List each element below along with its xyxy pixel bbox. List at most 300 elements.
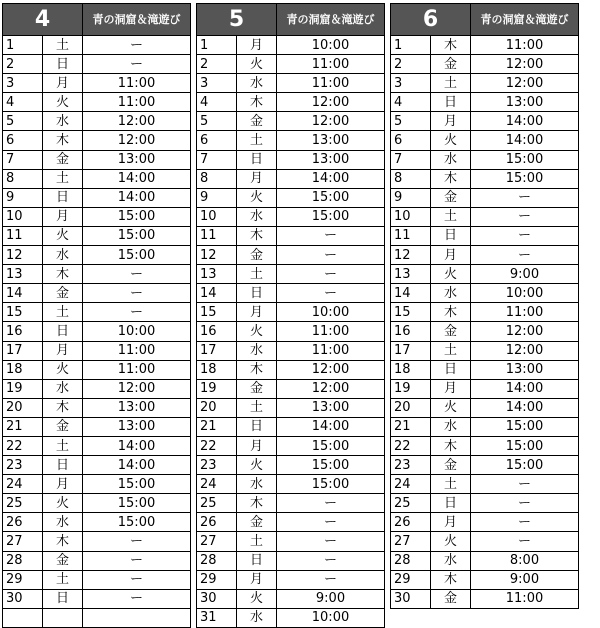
weekday-cell: 水 [237, 475, 277, 494]
weekday-cell: 水 [43, 379, 83, 398]
weekday-cell: 木 [431, 36, 471, 55]
time-cell: 11:00 [471, 36, 579, 55]
day-number-cell: 23 [391, 456, 431, 475]
time-cell: ー [83, 532, 191, 551]
day-number-cell: 17 [197, 341, 237, 360]
schedule-row [3, 207, 191, 226]
weekday-cell: 月 [43, 207, 83, 226]
day-number-cell: 16 [391, 322, 431, 341]
day-number-cell: 13 [3, 265, 43, 284]
day-number-cell: 28 [391, 551, 431, 570]
day-number-cell: 6 [391, 131, 431, 150]
schedule-row [3, 150, 191, 169]
weekday-cell: 金 [237, 379, 277, 398]
time-cell: ー [277, 513, 385, 532]
day-number-cell: 26 [391, 513, 431, 532]
time-cell: 9:00 [471, 265, 579, 284]
time-cell: ー [277, 532, 385, 551]
schedule-row [197, 55, 385, 74]
day-number-cell: 21 [391, 417, 431, 436]
schedule-row [197, 551, 385, 570]
weekday-cell: 火 [237, 589, 277, 608]
schedule-row [3, 246, 191, 265]
day-number-cell: 26 [3, 513, 43, 532]
day-number-cell: 13 [197, 265, 237, 284]
day-number-cell: 12 [197, 246, 237, 265]
day-number-cell: 7 [391, 150, 431, 169]
time-cell: 12:00 [277, 112, 385, 131]
time-cell: ー [277, 265, 385, 284]
weekday-cell: 火 [43, 226, 83, 245]
day-number-cell: 21 [197, 417, 237, 436]
weekday-cell: 火 [237, 322, 277, 341]
weekday-cell: 日 [43, 55, 83, 74]
weekday-cell: 月 [431, 513, 471, 532]
schedule-row [391, 589, 579, 608]
time-cell [83, 608, 191, 627]
day-number-cell: 17 [391, 341, 431, 360]
schedule-row [3, 265, 191, 284]
day-number-cell: 8 [391, 169, 431, 188]
weekday-cell: 金 [43, 284, 83, 303]
weekday-cell: 木 [237, 494, 277, 513]
time-cell: ー [83, 551, 191, 570]
schedule-row [197, 131, 385, 150]
schedule-row [197, 570, 385, 589]
schedule-row [3, 360, 191, 379]
time-cell: 13:00 [83, 398, 191, 417]
weekday-cell: 火 [431, 265, 471, 284]
day-number-cell: 3 [3, 74, 43, 93]
weekday-cell: 月 [43, 341, 83, 360]
day-number-cell: 22 [197, 436, 237, 455]
weekday-cell: 木 [431, 570, 471, 589]
weekday-cell: 水 [237, 341, 277, 360]
schedule-row [197, 246, 385, 265]
time-cell: ー [471, 475, 579, 494]
weekday-cell: 木 [43, 398, 83, 417]
schedule-row [197, 360, 385, 379]
time-cell: 15:00 [471, 456, 579, 475]
day-number-cell: 1 [3, 36, 43, 55]
day-number-cell: 14 [197, 284, 237, 303]
time-cell: 12:00 [471, 55, 579, 74]
schedule-row [391, 322, 579, 341]
schedule-row [3, 322, 191, 341]
weekday-cell: 月 [431, 246, 471, 265]
schedule-row [391, 188, 579, 207]
time-cell: 15:00 [277, 456, 385, 475]
schedule-row [391, 436, 579, 455]
day-number-cell: 28 [197, 551, 237, 570]
time-cell: ー [277, 226, 385, 245]
month-number: 6 [391, 4, 471, 36]
weekday-cell: 火 [43, 360, 83, 379]
weekday-cell: 日 [43, 188, 83, 207]
schedule-row [197, 608, 385, 627]
day-number-cell: 26 [197, 513, 237, 532]
schedule-row [3, 55, 191, 74]
day-number-cell: 21 [3, 417, 43, 436]
time-cell: 11:00 [471, 303, 579, 322]
weekday-cell: 木 [43, 265, 83, 284]
day-number-cell: 27 [391, 532, 431, 551]
time-cell: 13:00 [471, 93, 579, 112]
schedule-row [197, 532, 385, 551]
day-number-cell: 14 [391, 284, 431, 303]
day-number-cell: 9 [197, 188, 237, 207]
schedule-row [3, 551, 191, 570]
time-cell: 12:00 [471, 341, 579, 360]
schedule-row [391, 417, 579, 436]
time-cell: 11:00 [277, 74, 385, 93]
day-number-cell: 1 [197, 36, 237, 55]
weekday-cell: 水 [43, 246, 83, 265]
day-number-cell: 4 [3, 93, 43, 112]
time-cell: 14:00 [471, 379, 579, 398]
time-cell: 15:00 [471, 169, 579, 188]
day-number-cell: 4 [391, 93, 431, 112]
weekday-cell: 金 [431, 188, 471, 207]
time-cell: ー [83, 570, 191, 589]
weekday-cell: 火 [43, 494, 83, 513]
time-cell: 13:00 [277, 398, 385, 417]
time-cell: ー [83, 284, 191, 303]
schedule-row [197, 284, 385, 303]
time-cell: ー [471, 513, 579, 532]
weekday-cell: 金 [43, 150, 83, 169]
day-number-cell: 12 [391, 246, 431, 265]
schedule-row [197, 93, 385, 112]
weekday-cell: 火 [431, 131, 471, 150]
weekday-cell [43, 608, 83, 627]
day-number-cell: 20 [197, 398, 237, 417]
schedule-row [3, 608, 191, 627]
time-cell: 14:00 [83, 169, 191, 188]
time-cell: 12:00 [277, 360, 385, 379]
weekday-cell: 土 [237, 131, 277, 150]
time-cell: 11:00 [277, 55, 385, 74]
day-number-cell: 22 [3, 436, 43, 455]
time-cell: 12:00 [83, 131, 191, 150]
month-number: 5 [197, 4, 277, 36]
month-header-row [391, 4, 579, 36]
weekday-cell: 土 [431, 475, 471, 494]
day-number-cell: 23 [197, 456, 237, 475]
weekday-cell: 月 [43, 74, 83, 93]
weekday-cell: 日 [43, 589, 83, 608]
schedule-row [197, 150, 385, 169]
schedule-row [3, 436, 191, 455]
time-cell: 15:00 [83, 226, 191, 245]
schedule-row [3, 494, 191, 513]
day-number-cell: 18 [3, 360, 43, 379]
schedule-row [197, 436, 385, 455]
schedule-row [197, 379, 385, 398]
schedule-row [391, 131, 579, 150]
time-cell: 14:00 [83, 436, 191, 455]
schedule-row [391, 398, 579, 417]
schedule-row [197, 398, 385, 417]
day-number-cell: 8 [3, 169, 43, 188]
day-number-cell: 14 [3, 284, 43, 303]
time-cell: 12:00 [277, 93, 385, 112]
time-cell: 13:00 [277, 131, 385, 150]
weekday-cell: 木 [431, 303, 471, 322]
time-cell: ー [471, 246, 579, 265]
weekday-cell: 日 [431, 226, 471, 245]
time-cell: 15:00 [471, 417, 579, 436]
day-number-cell: 15 [3, 303, 43, 322]
time-cell: 15:00 [471, 150, 579, 169]
header-label: 青の洞窟＆滝遊び [471, 4, 579, 36]
weekday-cell: 金 [237, 112, 277, 131]
weekday-cell: 土 [237, 398, 277, 417]
day-number-cell: 8 [197, 169, 237, 188]
day-number-cell: 25 [197, 494, 237, 513]
day-number-cell: 24 [391, 475, 431, 494]
day-number-cell: 30 [3, 589, 43, 608]
time-cell: ー [277, 551, 385, 570]
schedule-row [197, 589, 385, 608]
time-cell: 14:00 [471, 131, 579, 150]
time-cell: 15:00 [83, 494, 191, 513]
time-cell: 11:00 [277, 322, 385, 341]
time-cell: 14:00 [471, 398, 579, 417]
weekday-cell: 土 [431, 341, 471, 360]
time-cell: 10:00 [277, 303, 385, 322]
time-cell: ー [83, 265, 191, 284]
time-cell: 12:00 [83, 112, 191, 131]
schedule-row [3, 513, 191, 532]
weekday-cell: 水 [237, 74, 277, 93]
weekday-cell: 火 [237, 188, 277, 207]
day-number-cell: 24 [197, 475, 237, 494]
schedule-row [197, 494, 385, 513]
weekday-cell: 金 [431, 456, 471, 475]
time-cell: ー [277, 570, 385, 589]
weekday-cell: 木 [431, 436, 471, 455]
day-number-cell: 19 [391, 379, 431, 398]
time-cell: 11:00 [277, 341, 385, 360]
time-cell: 10:00 [277, 608, 385, 627]
schedule-row [3, 112, 191, 131]
time-cell: 11:00 [83, 74, 191, 93]
weekday-cell: 月 [237, 570, 277, 589]
weekday-cell: 水 [237, 608, 277, 627]
day-number-cell: 19 [3, 379, 43, 398]
schedule-row [197, 341, 385, 360]
weekday-cell: 木 [43, 532, 83, 551]
weekday-cell: 木 [237, 93, 277, 112]
weekday-cell: 火 [431, 532, 471, 551]
day-number-cell: 19 [197, 379, 237, 398]
day-number-cell: 5 [391, 112, 431, 131]
month-table-4 [2, 3, 191, 628]
day-number-cell: 25 [391, 494, 431, 513]
weekday-cell: 金 [431, 589, 471, 608]
weekday-cell: 金 [431, 55, 471, 74]
weekday-cell: 水 [43, 513, 83, 532]
time-cell: 15:00 [277, 188, 385, 207]
day-number-cell: 3 [391, 74, 431, 93]
weekday-cell: 月 [237, 303, 277, 322]
weekday-cell: 日 [43, 456, 83, 475]
day-number-cell: 12 [3, 246, 43, 265]
time-cell: 15:00 [83, 513, 191, 532]
schedule-row [3, 379, 191, 398]
day-number-cell: 30 [197, 589, 237, 608]
day-number-cell: 11 [3, 226, 43, 245]
schedule-row [391, 55, 579, 74]
schedule-row [391, 379, 579, 398]
time-cell: 15:00 [471, 436, 579, 455]
time-cell: 13:00 [83, 417, 191, 436]
day-number-cell: 24 [3, 475, 43, 494]
weekday-cell: 土 [237, 532, 277, 551]
schedule-row [197, 226, 385, 245]
time-cell: ー [277, 246, 385, 265]
schedule-row [197, 188, 385, 207]
schedule-row [3, 456, 191, 475]
time-cell: 13:00 [471, 360, 579, 379]
day-number-cell: 16 [3, 322, 43, 341]
schedule-row [197, 303, 385, 322]
time-cell: ー [83, 589, 191, 608]
schedule-row [3, 36, 191, 55]
weekday-cell: 火 [43, 93, 83, 112]
weekday-cell: 月 [237, 436, 277, 455]
schedule-row [3, 398, 191, 417]
weekday-cell: 水 [237, 207, 277, 226]
schedule-row [3, 188, 191, 207]
time-cell: 13:00 [277, 150, 385, 169]
weekday-cell: 土 [43, 36, 83, 55]
day-number-cell: 17 [3, 341, 43, 360]
weekday-cell: 木 [237, 360, 277, 379]
time-cell: 9:00 [277, 589, 385, 608]
time-cell: 15:00 [277, 207, 385, 226]
weekday-cell: 日 [431, 93, 471, 112]
day-number-cell: 31 [197, 608, 237, 627]
weekday-cell: 月 [237, 36, 277, 55]
day-number-cell: 29 [3, 570, 43, 589]
weekday-cell: 火 [431, 398, 471, 417]
time-cell: 11:00 [471, 589, 579, 608]
day-number-cell: 13 [391, 265, 431, 284]
schedule-row [3, 93, 191, 112]
time-cell: 10:00 [471, 284, 579, 303]
day-number-cell: 9 [3, 188, 43, 207]
day-number-cell: 9 [391, 188, 431, 207]
time-cell: ー [83, 303, 191, 322]
day-number-cell: 10 [197, 207, 237, 226]
time-cell: ー [83, 36, 191, 55]
schedule-row [391, 207, 579, 226]
day-number-cell: 15 [391, 303, 431, 322]
day-number-cell: 18 [391, 360, 431, 379]
time-cell: 14:00 [277, 169, 385, 188]
schedule-row [197, 36, 385, 55]
time-cell: 15:00 [83, 207, 191, 226]
schedule-row [197, 417, 385, 436]
weekday-cell: 土 [43, 303, 83, 322]
schedule-row [391, 456, 579, 475]
schedule-row [3, 226, 191, 245]
schedule-row [197, 513, 385, 532]
weekday-cell: 金 [43, 551, 83, 570]
weekday-cell: 火 [237, 55, 277, 74]
time-cell: 13:00 [83, 150, 191, 169]
month-header-row [197, 4, 385, 36]
time-cell: 11:00 [83, 341, 191, 360]
weekday-cell: 金 [43, 417, 83, 436]
day-number-cell: 11 [391, 226, 431, 245]
month-header-row [3, 4, 191, 36]
day-number-cell: 10 [391, 207, 431, 226]
schedule-row [391, 246, 579, 265]
day-number-cell: 5 [3, 112, 43, 131]
day-number-cell: 29 [391, 570, 431, 589]
schedule-row [3, 475, 191, 494]
day-number-cell: 28 [3, 551, 43, 570]
schedule-row [197, 456, 385, 475]
time-cell: 15:00 [83, 246, 191, 265]
weekday-cell: 土 [431, 74, 471, 93]
time-cell: 14:00 [277, 417, 385, 436]
time-cell: ー [471, 188, 579, 207]
day-number-cell: 22 [391, 436, 431, 455]
time-cell: ー [471, 226, 579, 245]
schedule-row [3, 341, 191, 360]
header-label: 青の洞窟＆滝遊び [277, 4, 385, 36]
schedule-row [391, 532, 579, 551]
time-cell: 12:00 [471, 74, 579, 93]
time-cell: ー [471, 207, 579, 226]
time-cell: 15:00 [83, 475, 191, 494]
time-cell: 11:00 [83, 360, 191, 379]
weekday-cell: 土 [237, 265, 277, 284]
time-cell: ー [471, 532, 579, 551]
time-cell: 12:00 [277, 379, 385, 398]
day-number-cell: 2 [391, 55, 431, 74]
day-number-cell: 1 [391, 36, 431, 55]
time-cell: 9:00 [471, 570, 579, 589]
weekday-cell: 月 [431, 112, 471, 131]
time-cell: 15:00 [277, 436, 385, 455]
weekday-cell: 金 [237, 246, 277, 265]
time-cell: 11:00 [83, 93, 191, 112]
time-cell: 14:00 [83, 456, 191, 475]
day-number-cell: 18 [197, 360, 237, 379]
schedule-row [3, 169, 191, 188]
schedule-row [3, 417, 191, 436]
time-cell: 10:00 [277, 36, 385, 55]
schedule-row [391, 570, 579, 589]
weekday-cell: 木 [43, 131, 83, 150]
schedule-row [197, 265, 385, 284]
weekday-cell: 日 [237, 551, 277, 570]
month-number: 4 [3, 4, 83, 36]
day-number-cell: 20 [3, 398, 43, 417]
weekday-cell: 月 [431, 379, 471, 398]
weekday-cell: 日 [237, 150, 277, 169]
day-number-cell: 11 [197, 226, 237, 245]
weekday-cell: 木 [237, 226, 277, 245]
time-cell: ー [277, 494, 385, 513]
schedule-row [3, 74, 191, 93]
weekday-cell: 日 [431, 360, 471, 379]
